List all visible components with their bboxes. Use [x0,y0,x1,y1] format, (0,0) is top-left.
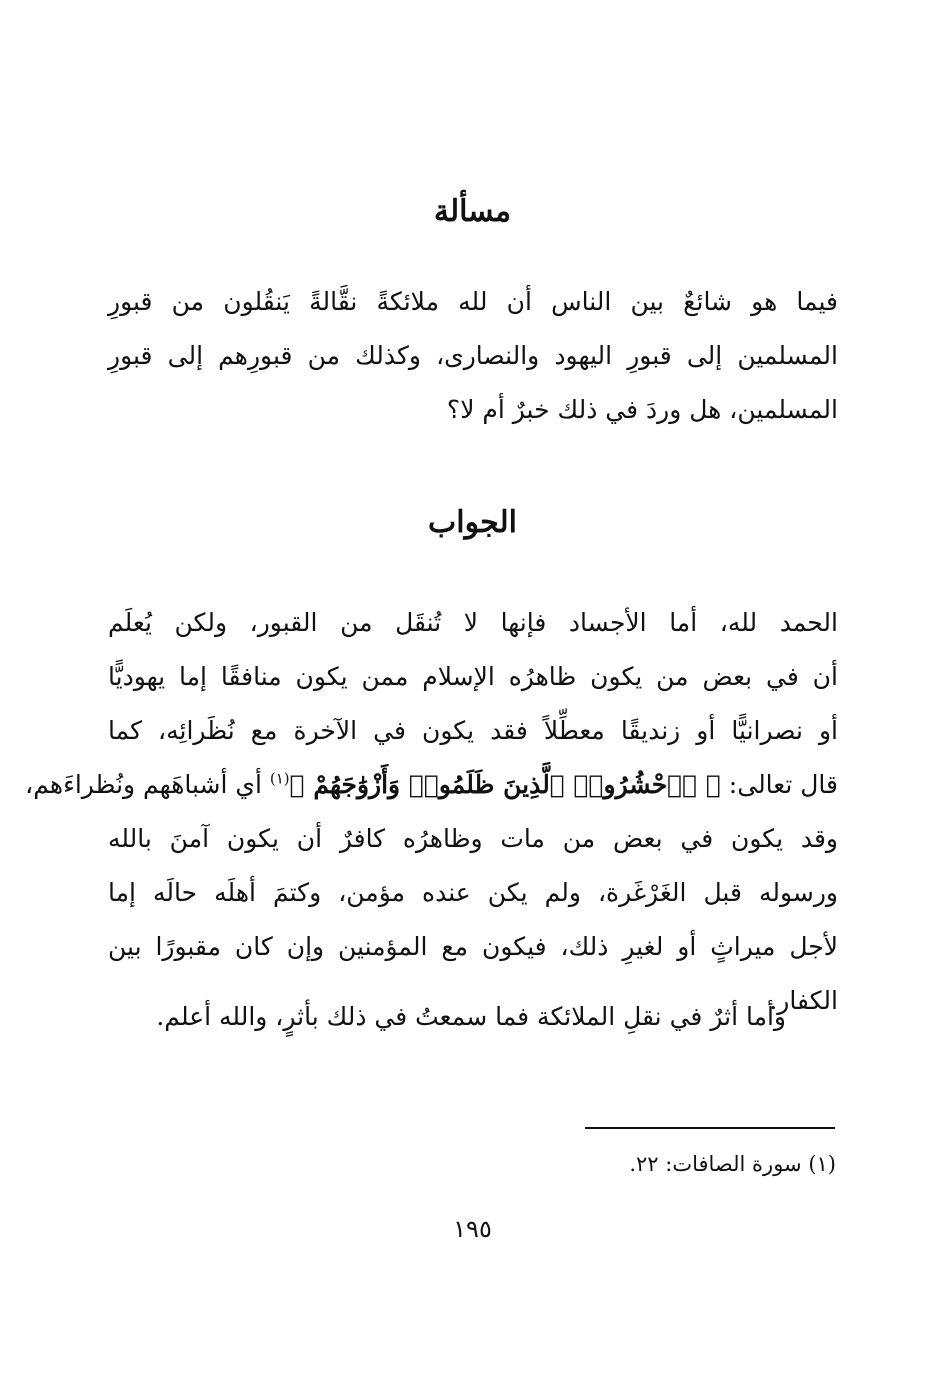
answer-line: لأجل ميراثٍ أو لغيرِ ذلك، فيكون مع المؤمنين وإن كان مقبورًا بين [108,932,838,961]
question-line: فيما هو شائعٌ بين الناس أن لله ملائكةً نقَّالةً يَنقُلون من قبورِ [108,287,838,316]
answer-line: أو نصرانيًّا أو زنديقًا معطِّلاً فقد يكون في الآخرة مع نُظَرائِه، كما [108,716,838,745]
closing-line: وأما أثرٌ في نقلِ الملائكة فما سمعتُ في ذلك بأثرٍ، والله أعلم. [156,1002,786,1031]
answer-line: وقد يكون في بعض من مات وظاهرُه كافرٌ أن يكون آمنَ بالله [108,824,838,853]
question-heading: مسألة [433,194,512,229]
answer-paragraph [25,596,838,1028]
closing-paragraph [108,990,838,1044]
answer-line: ورسوله قبل الغَرْغَرة، ولم يكن عنده مؤمن، وكتمَ أهلَه حالَه إما [108,878,838,907]
footnote-reference: (١) [269,769,290,788]
answer-verse-line [25,758,838,812]
answer-line: أن في بعض من يكون ظاهرُه الإسلام ممن يكون منافقًا إما يهوديًّا [108,662,838,691]
footnote-separator [585,1127,835,1129]
verse-intro: قال تعالى: [720,770,838,799]
question-line: المسلمين، هل وردَ في ذلك خبرٌ أم لا؟ [446,395,838,424]
answer-line: الكفار. [769,986,838,1015]
question-paragraph [108,275,838,437]
verse-explanation: أي أشباهَهم ونُظراءَهم، [25,770,270,799]
page-number: ١٩٥ [453,1215,492,1243]
question-line: المسلمين إلى قبورِ اليهود والنصارى، وكذلك من قبورِهم إلى قبورِ [108,341,838,370]
answer-line: الحمد لله، أما الأجساد فإنها لا تُنقَل من القبور، ولكن يُعلَم [108,608,838,637]
quran-verse: ﴿ ۞ٱحْشُرُوا۟ ٱلَّذِينَ ظَلَمُوا۟ وَأَزْوَٰجَهُمْ ﴾ [289,770,721,799]
footnote: (١) سورة الصافات: ٢٢. [629,1152,836,1176]
answer-heading: الجواب [428,505,517,540]
